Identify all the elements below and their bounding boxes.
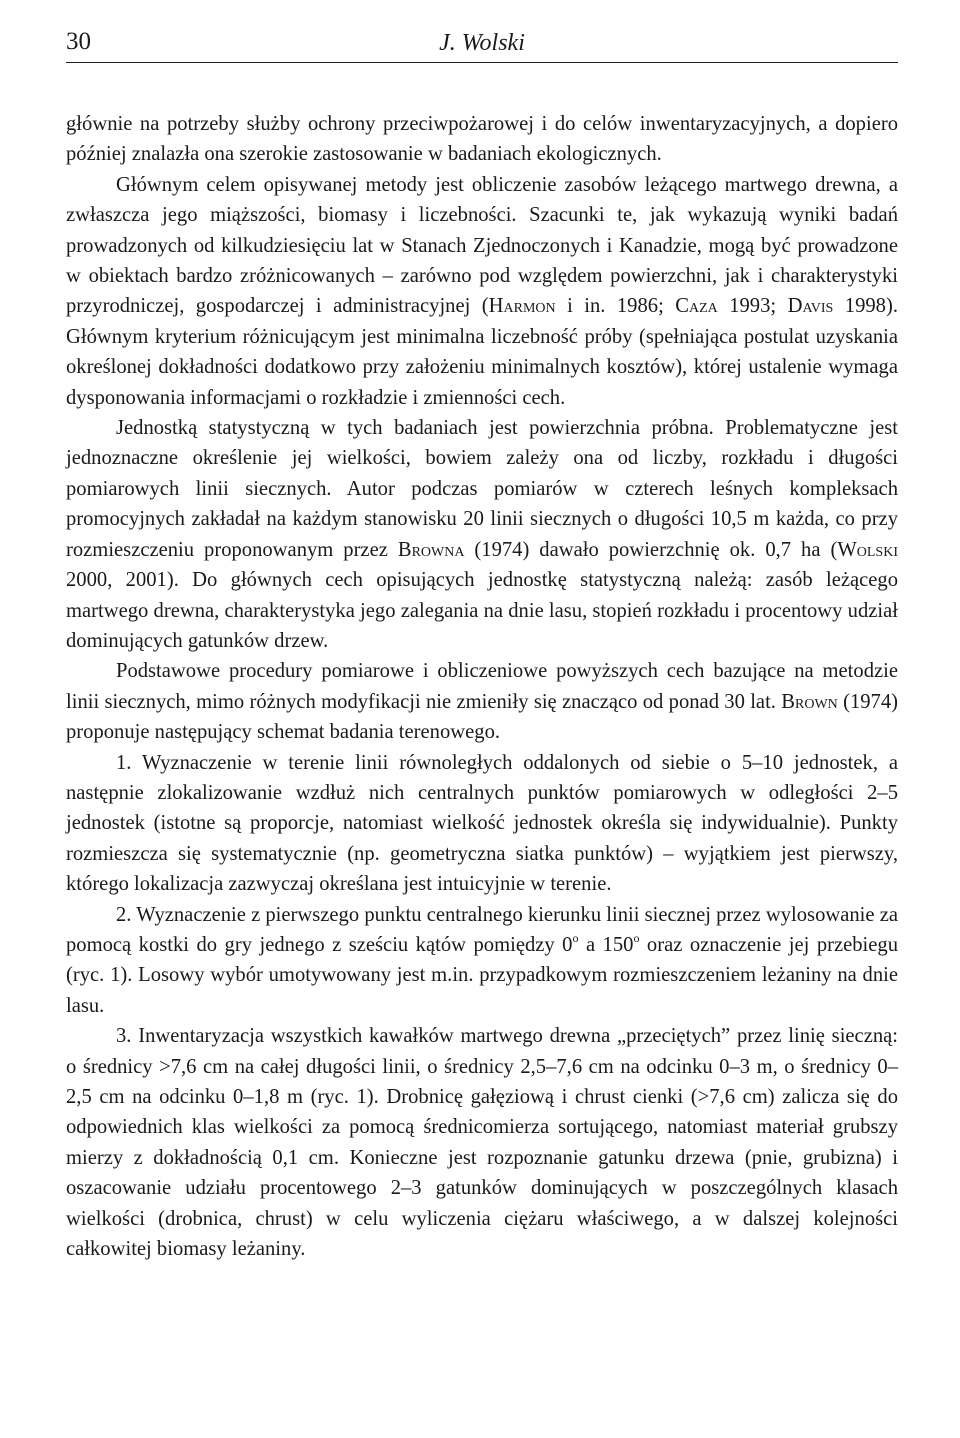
paragraph-step-3: 3. Inwentaryzacja wszystkich kawałków martwego drewna „przeciętych” przez linię sieczną: o średnicy >7,6 cm na całej długości linii, o średnicy 2,5–7,6 cm na odcinku 0–3 m, o średnicy 0–2,5 cm na odcinku 0–1,8 m (ryc. 1). Drobnicę gałęziową i chrust cienki (>7,6 cm) zalicza się do odpowiednich klas wielkości za pomocą średnicomierza sortującego, natomiast materiał grubszy mierzy z dokładnością 0,1 cm. Konieczne jest rozpoznanie gatunku drzewa (pnie, grubizna) i oszacowanie udziału procentowego 2–3 gatunków dominujących w poszczególnych klasach wielkości (drobnica, chrust) w celu wyliczenia ciężaru właściwego, a w dalszej kolejności całkowitej biomasy leżaniny. (66, 1025, 898, 1261)
citation-harmon: Harmon (488, 295, 556, 318)
paragraph-4-text-1: Podstawowe procedury pomiarowe i obliczeniowe powyższych cech bazujące na metodzie linii siecznych, mimo różnych modyfikacji nie zmieniły się znacząco od ponad 30 lat. (66, 660, 898, 713)
paragraph-2-text-4: 1998). Głównym kryterium różnicującym jest minimalna liczebność próby (spełniająca postulat uzyskania określonej dokładności dodatkowo przy założeniu minimalnych kosztów), której ustalenie wymaga dysponowania informacjami o rozkładzie i zmienności cech. (66, 295, 898, 409)
running-head: J. Wolski (439, 30, 525, 56)
paragraph-step-1: 1. Wyznaczenie w terenie linii równoległych oddalonych od siebie o 5–10 jednostek, a następnie zlokalizowanie wzdłuż nich centralnych punktów pomiarowych w odległości 2–5 jednostek (istotne są proporcje, natomiast wielkość jednostek określa się indywidualnie). Punkty rozmieszcza się systematycznie (np. geometryczna siatka punktów) – wyjątkiem jest pierwszy, którego lokalizacja zazwyczaj określana jest intuicyjnie w terenie. (66, 751, 898, 896)
paragraph-step-2 (66, 900, 898, 1022)
page-header (66, 26, 898, 63)
page (66, 26, 898, 1264)
paragraph-step-2-text-1: 2. Wyznaczenie z pierwszego punktu centralnego kierunku linii siecznej przez wylosowanie za pomocą kostki do gry jednego z sześciu kątów pomiędzy 0 (66, 903, 898, 956)
paragraph-3-text-2: (1974) dawało powierzchnię ok. 0,7 ha ( (464, 538, 838, 561)
paragraph-step-2-text-2: a 150 (578, 933, 634, 956)
page-number: 30 (66, 28, 91, 55)
paragraph-4 (66, 656, 898, 747)
paragraph-3 (66, 413, 898, 656)
degree-mark: o (572, 930, 579, 945)
paragraph-2-text-3: 1993; (717, 295, 788, 318)
citation-browna: Browna (397, 538, 465, 561)
citation-caza: Caza (675, 295, 718, 318)
citation-wolski: Wolski (837, 538, 898, 561)
paragraph-2-text-1: Głównym celem opisywanej metody jest obliczenie zasobów leżącego martwego drewna, a zwłaszcza jego miąższości, biomasy i liczebności. Szacunki te, jak wykazują wyniki badań prowadzonych od kilkudziesięciu lat w Stanach Zjednoczonych i Kanadzie, mogą być prowadzone w obiektach bardzo zróżnicowanych – zarówno pod względem powierzchni, jak i charakterystyki przyrodniczej, gospodarczej i administracyjnej ( (66, 173, 898, 318)
degree-mark: o (633, 930, 640, 945)
paragraph-3-text-1: Jednostką statystyczną w tych badaniach jest powierzchnia próbna. Problematyczne jest jednoznaczne określenie jej wielkości, bowiem zależy ona od liczby, rozkładu i długości pomiarowych linii siecznych. Autor podczas pomiarów w czterech leśnych kompleksach promocyjnych zakładał na każdym stanowisku 20 linii siecznych o długości 10,5 m każda, co przy rozmieszczeniu proponowanym przez (66, 417, 898, 561)
citation-brown: Brown (781, 690, 838, 713)
citation-davis: Davis (787, 295, 834, 318)
paragraph-2 (66, 170, 898, 413)
body-text (66, 109, 898, 1264)
paragraph-2-text-2: i in. 1986; (555, 295, 676, 318)
paragraph-1: głównie na potrzeby służby ochrony przeciwpożarowej i do celów inwentaryzacyjnych, a dopiero później znalazła ona szerokie zastosowanie w badaniach ekologicznych. (66, 113, 898, 166)
paragraph-4-text-2: (1974) proponuje następujący schemat badania terenowego. (66, 690, 898, 744)
paragraph-step-2-text-3: oraz oznaczenie jej przebiegu (ryc. 1). Losowy wybór umotywowany jest m.in. przypadkowym rozmieszczeniem leżaniny na dnie lasu. (66, 933, 899, 1017)
paragraph-3-text-3: 2000, 2001). Do głównych cech opisujących jednostkę statystyczną należą: zasób leżącego martwego drewna, charakterystyka jego zalegania na dnie lasu, stopień rozkładu i procentowy udział dominujących gatunków drzew. (66, 569, 898, 652)
